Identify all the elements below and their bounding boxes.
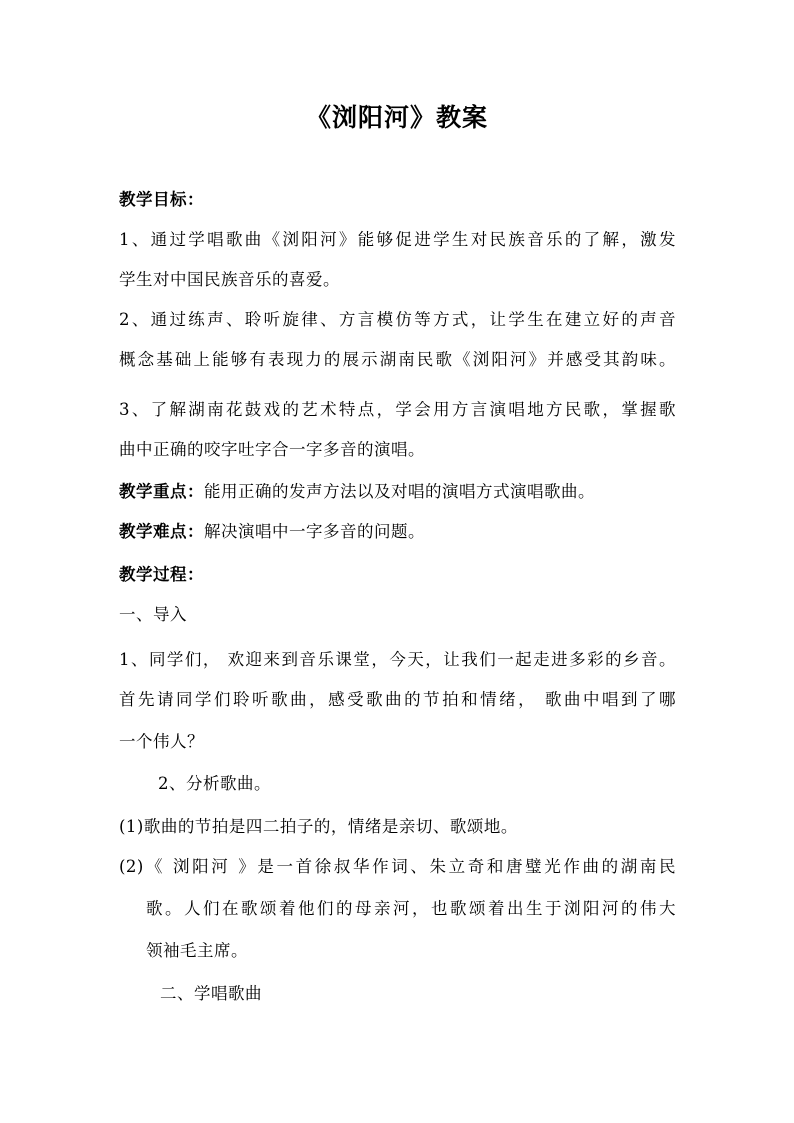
objective-3-line-1: 3、了解湖南花鼓戏的艺术特点，学会用方言演唱地方民歌，掌握歌 — [119, 400, 676, 419]
intro-line-2: 首先请同学们聆听歌曲，感受歌曲的节拍和情绪， 歌曲中唱到了哪 — [119, 690, 676, 709]
difficulty-label: 教学难点： — [119, 522, 204, 541]
objective-1-line-2: 学生对中国民族音乐的喜爱。 — [119, 270, 340, 289]
intro-line-3: 一个伟人？ — [119, 732, 204, 751]
analysis-item-1: (1)歌曲的节拍是四二拍子的，情绪是亲切、歌颂地。 — [119, 817, 518, 836]
section-2-heading: 二、学唱歌曲 — [160, 984, 262, 1003]
analysis-item-2-line-1: (2)《 浏阳河 》是一首徐叔华作词、朱立奇和唐璧光作曲的湖南民 — [119, 857, 676, 876]
key-point-text: 能用正确的发声方法以及对唱的演唱方式演唱歌曲。 — [204, 482, 595, 501]
page-title: 《浏阳河》教案 — [305, 103, 488, 132]
section-1-heading: 一、导入 — [119, 605, 187, 624]
objective-3-line-2: 曲中正确的咬字吐字合一字多音的演唱。 — [119, 440, 425, 459]
difficulty-text: 解决演唱中一字多音的问题。 — [204, 522, 425, 541]
objectives-heading: 教学目标： — [119, 190, 204, 209]
process-heading: 教学过程： — [119, 565, 204, 584]
difficulty-paragraph — [119, 520, 676, 544]
analysis-heading: 2、分析歌曲。 — [158, 774, 271, 793]
objective-2-line-2: 概念基础上能够有表现力的展示湖南民歌《浏阳河》并感受其韵味。 — [119, 350, 676, 369]
analysis-item-2-line-2: 歌。人们在歌颂着他们的母亲河，也歌颂着出生于浏阳河的伟大 — [146, 899, 676, 918]
key-point-paragraph — [119, 480, 676, 504]
intro-line-1: 1、同学们， 欢迎来到音乐课堂，今天，让我们一起走进多彩的乡音。 — [119, 650, 676, 669]
key-point-label: 教学重点： — [119, 482, 204, 501]
analysis-item-2-line-3: 领袖毛主席。 — [146, 941, 248, 960]
objective-1-line-1: 1、通过学唱歌曲《浏阳河》能够促进学生对民族音乐的了解，激发 — [119, 230, 676, 249]
objective-2-line-1: 2、通过练声、聆听旋律、方言模仿等方式，让学生在建立好的声音 — [119, 310, 676, 329]
